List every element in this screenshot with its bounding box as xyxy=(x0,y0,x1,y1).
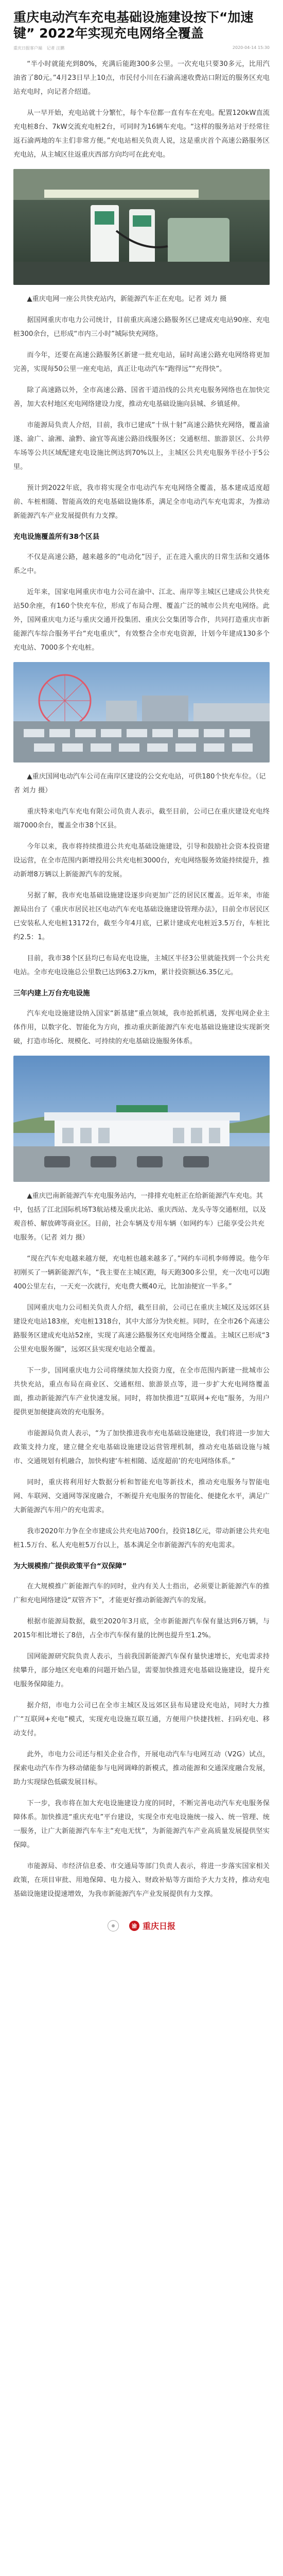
photo-caption: ▲重庆电网一座公共快充站内，新能源汽车正在充电。记者 刘力 摄 xyxy=(27,295,227,303)
article-author: 记者 汪鹏 xyxy=(46,46,65,50)
paragraph: 汽车充电设施建设纳入国家“新基建”重点领域，我市抢抓机遇，发挥电网企业主体作用，以数字化、智能化为方向，推动重庆新能源汽车充电基础设施建设实现新突破，打造市场化、规模化、可持续的充电基础设施服务体系。 xyxy=(13,1010,270,1045)
paragraph: 此外，市电力公司还与相关企业合作，开展电动汽车与电网互动（V2G）试点，探索电动汽车作为移动储能参与电网调峰的新模式，推动能源和交通深度融合发展，助力实现绿色低碳发展目标。 xyxy=(13,1751,270,1786)
paragraph: 国网重庆电力公司相关负责人介绍，截至目前，公司已在重庆主城区及远郊区县建设充电站183座，充电桩1318台，其中大部分为快充桩。同时，在全市26个高速公路服务区建成充电站52座，实现了高速公路服务区充电网络全覆盖。主城区已形成“3公里充电服务圈”，远郊区县实现充电站全覆盖。 xyxy=(13,1304,270,1353)
paragraph: “半小时就能充到80%，充满后能跑300多公里。一次充电只要30多元，比用汽油省了80元。”4月23日早上10点，市民付小川在石渝高速收费站口附近的服务区充电站充电时，向记者介绍道。 xyxy=(13,60,270,96)
paragraph: 市能源局、市经济信息委、市交通局等部门负责人表示，将进一步落实国家相关政策，在项目审批、用地保障、电力接入、财政补贴等方面给予大力支持，推动充电基础设施建设提速增效，为我市新能源汽车产业发展提供有力支撑。 xyxy=(13,1862,270,1898)
section-heading: 三年内建上万台充电设施 xyxy=(13,989,90,997)
paragraph: 市能源局负责人表示，“为了加快推进我市充电基础设施建设，我们将进一步加大政策支持力度，建立健全充电基础设施建设运营管理机制，推动充电基础设施与城市、交通规划有机融合，加快构建‘车桩相随、适度超前’的充电网络体系。” xyxy=(13,1430,270,1465)
photo-caption: ▲重庆巴南新能源汽车充电服务站内，一排排充电桩正在给新能源汽车充电。其中，包括了江北国际机场T3航站楼及重庆北站、重庆西站、龙头寺等交通枢纽，以及观音桥、解放碑等商业区。目前，社会车辆及专用车辆（如网约车）已能享受公共充电服务。（记者 刘力 摄） xyxy=(13,1192,267,1242)
article-footer xyxy=(13,1908,270,1946)
paragraph: 同时，重庆将利用好大数据分析和智能充电等新技术，推动充电服务与智能电网、车联网、交通网等深度融合，不断提升充电服务的智能化、便捷化水平，满足广大新能源汽车用户的充电需求。 xyxy=(13,1479,270,1514)
paragraph: 下一步，我市将在加大充电设施建设力度的同时，不断完善电动汽车充电服务保障体系。加快推进“重庆充电”平台建设，实现全市充电设施统一接入、统一管理、统一服务，让广大新能源汽车车主“充电无忧”，为新能源汽车产业高质量发展提供坚实保障。 xyxy=(13,1800,270,1849)
paragraph: 国网能源研究院负责人表示，当前我国新能源汽车保有量快速增长，充电需求持续攀升，部分地区充电难的问题开始凸显，需要加快推进充电基础设施建设，提升充电服务保障能力。 xyxy=(13,1653,270,1688)
paragraph: 今年以来，我市将持续推进公共充电基础设施建设，引导和鼓励社会资本投资建设运营，在全市范围内新增投用公共充电桩3000台，充电网络服务效能持续提升，推动新增8万辆以上新能源汽车的发展。 xyxy=(13,843,270,878)
section-heading: 为大规模推广提供政策平台“双保障” xyxy=(13,1562,127,1570)
section-heading: 充电设施覆盖所有38个区县 xyxy=(13,533,100,541)
article-meta xyxy=(13,45,270,51)
meta-left xyxy=(13,45,67,51)
paragraph: 重庆特来电汽车充电有限公司负责人表示，截至目前，公司已在重庆建设充电终端7000余台，覆盖全市38个区县。 xyxy=(13,808,270,829)
logo-icon: 渝 xyxy=(129,1921,139,1931)
paragraph: 除了高速路以外，全市高速公路、国省干道沿线的公共充电服务网络也在加快完善，加大农村地区充电网络建设力度，推动充电基础设施向县城、乡镇延伸。 xyxy=(13,386,270,408)
paragraph: 据介绍，市电力公司已在全市主城区及远郊区县布局建设充电站，同时大力推广“互联网+充电”模式，实现充电设施互联互通，方便用户快捷找桩、扫码充电、移动支付。 xyxy=(13,1702,270,1737)
paragraph: 市能源局负责人介绍，目前，我市已建成“十纵十射”高速公路快充网络，覆盖渝遂、渝广、渝湘、渝黔、渝宜等高速公路沿线服务区；交通枢纽、旅游景区、公共停车场等公共区域配建充电设施比例达到70%以上，主城区公共充电服务半径小于5公里。 xyxy=(13,421,270,471)
paragraph: 近年来，国家电网重庆市电力公司在渝中、江北、南岸等主城区已建成公共快充站50余座，有160个快充车位，形成了布局合理、覆盖广泛的城市公共充电网络。此外，国网重庆电力还与重庆交通开投集团、重庆公交集团等合作，共同打造重庆市新能源汽车综合服务平台“充电重庆”，有效整合全市充电资源，计划今年建成130多个充电站、7000多个充电桩。 xyxy=(13,588,270,652)
paragraph: 从一早开始，充电站就十分繁忙，每个车位都一直有车在充电。配置120kW直流充电桩8台、7kW交流充电桩2台，可同时为16辆车充电。“这样的服务站对于经常往返石渝两地的车主们非常方便。”充电站相关负责人说，这是重庆首个高速公路服务区充电站，从主城区往返重庆西部方向均可在此充电。 xyxy=(13,109,270,159)
article-date: 2020-04-14 15:30 xyxy=(232,45,270,50)
paragraph: 而今年，还要在高速公路服务区新建一批充电站，届时高速公路充电网络将更加完善，实现每50公里一座充电站，真正让电动汽车“跑得远”“充得快”。 xyxy=(13,351,270,373)
brand-logo xyxy=(129,1920,175,1931)
photo-caption: ▲重庆国网电动汽车公司在南岸区建设的公交充电站，可供180个快充车位。（记者 刘力 摄） xyxy=(13,773,266,794)
paragraph: 不仅是高速公路，越来越多的“电动化”因子，正在进入重庆的日常生活和交通体系之中。 xyxy=(13,553,270,575)
share-icon[interactable] xyxy=(108,1920,119,1931)
paragraph: 我市2020年力争在全市建成公共充电站700台，投资18亿元，带动新建公共充电桩1.5万台、私人充电桩5万台以上，基本满足全市新能源汽车的充电需求。 xyxy=(13,1528,270,1549)
paragraph: 下一步，国网重庆电力公司将继续加大投资力度，在全市范围内新建一批城市公共快充站，重点布局在商业区、交通枢纽、旅游景点等，进一步扩大充电网络覆盖面，推动新能源汽车产业快速发展。同时，将加快推进“互联网+充电”服务，为用户提供更加便捷高效的充电服务。 xyxy=(13,1367,270,1416)
charging-station-photo[interactable] xyxy=(13,169,270,285)
paragraph: 另据了解，我市充电基础设施建设逐步向更加广泛的居民区覆盖。近年来，市能源局出台了《重庆市居民社区电动汽车充电基础设施建设管理办法》，目前全市居民区已安装私人充电桩13172台，截至今年4月底，已累计建成充电桩近3.5万台，车桩比约2.5：1。 xyxy=(13,892,270,941)
brand-name: 重庆日报 xyxy=(142,1921,175,1931)
article-title: 重庆电动汽车充电基础设施建设按下“加速键” 2022年实现充电网络全覆盖 xyxy=(13,10,254,41)
paragraph: 据国网重庆市电力公司统计，目前重庆高速公路服务区已建成充电站90座、充电桩300余台，已形成“市内三小时”城际快充网络。 xyxy=(13,316,270,338)
service-station-photo[interactable] xyxy=(13,1056,270,1182)
parking-lot-photo[interactable] xyxy=(13,662,270,762)
paragraph: 目前，我市38个区县均已布局充电设施，主城区半径3公里就能找到一个公共充电站。全市充电设施总公里数已达到63.2万km，累计投资额达6.35亿元。 xyxy=(13,955,270,976)
article-source[interactable]: 重庆日报客户端 xyxy=(13,46,42,50)
paragraph: 根据市能源局数据，截至2020年3月底，全市新能源汽车保有量达到6万辆，与2015年相比增长了8倍，占全市汽车保有量的比例也提升至1.2%。 xyxy=(13,1618,270,1639)
paragraph: 在大规模推广新能源汽车的同时，业内有关人士指出，必须要让新能源汽车的推广和充电网络建设“双管齐下”，才能更好推动新能源汽车的发展。 xyxy=(13,1583,270,1604)
paragraph: 预计到2022年底，我市将实现全市电动汽车充电网络全覆盖，基本建成适度超前、车桩相随、智能高效的充电基础设施体系，满足全市电动汽车充电需求，为推动新能源汽车产业发展提供有力支撑。 xyxy=(13,484,270,520)
paragraph: “现在汽车充电越来越方便，充电桩也越来越多了。”网约车司机李师傅说。他今年初刚买了一辆新能源汽车，“我主要在主城区跑，每天跑300多公里，充一次电可以跑400公里左右，一天充一次就行，充电费大概40元，比加油便宜一半多。” xyxy=(13,1255,270,1291)
